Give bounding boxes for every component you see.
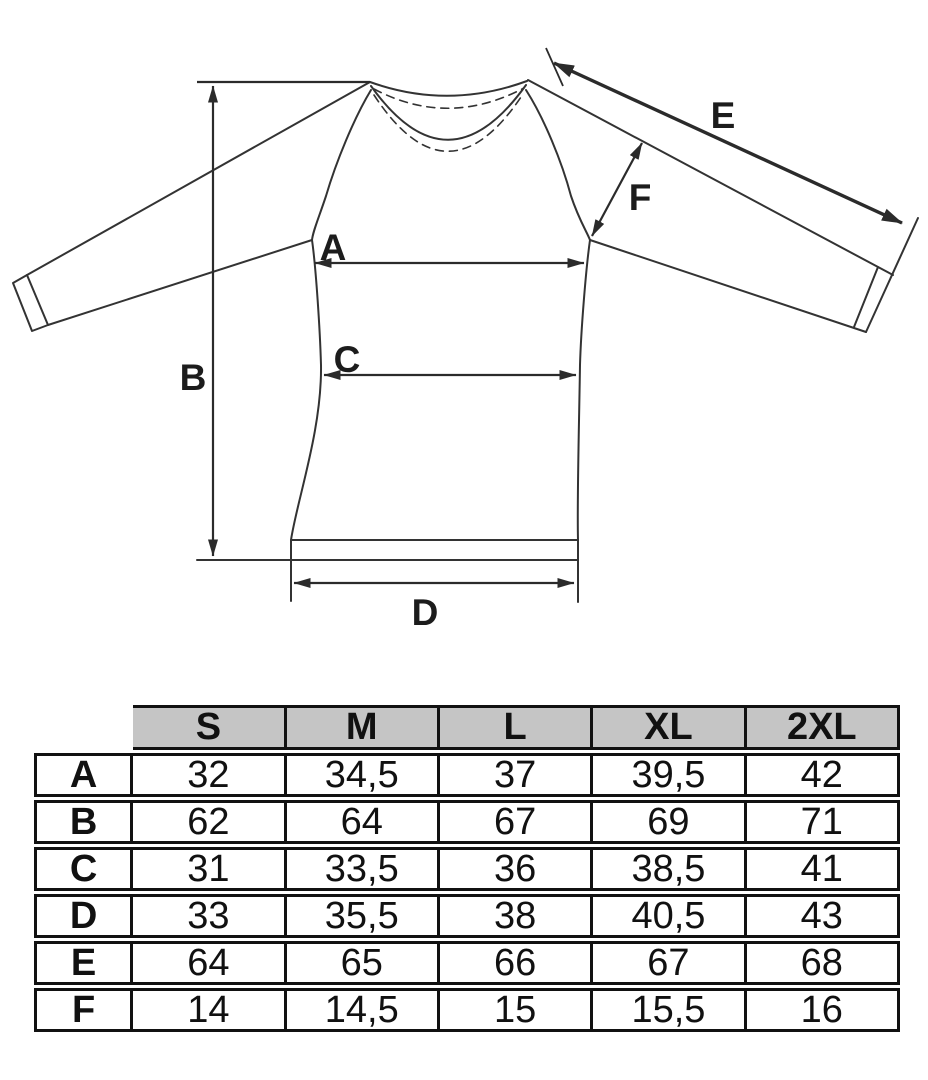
size-value-cell: 40,5 [593, 894, 746, 938]
right-cuff-seam [854, 267, 878, 327]
right-raglan-seam [526, 90, 590, 240]
size-value-cell: 32 [133, 753, 286, 797]
dim-label-c: C [333, 339, 361, 380]
right-sleeve-bottom-edge [590, 240, 866, 332]
dim-label-b: B [179, 357, 207, 398]
left-raglan-seam [312, 90, 371, 240]
size-header-xl: XL [593, 705, 746, 750]
size-value-cell: 41 [747, 847, 900, 891]
row-label: F [34, 988, 133, 1032]
size-value-cell: 39,5 [593, 753, 746, 797]
size-value-cell: 38 [440, 894, 593, 938]
size-value-cell: 67 [593, 941, 746, 985]
dimension-labels [180, 95, 736, 633]
row-label: C [34, 847, 133, 891]
table-row-c [34, 847, 900, 891]
corner-cell [34, 705, 133, 750]
body-left-edge [291, 240, 321, 601]
size-value-cell: 14,5 [287, 988, 440, 1032]
size-value-cell: 64 [133, 941, 286, 985]
size-value-cell: 16 [747, 988, 900, 1032]
row-label: E [34, 941, 133, 985]
size-value-cell: 69 [593, 800, 746, 844]
size-header-m: M [287, 705, 440, 750]
size-value-cell: 36 [440, 847, 593, 891]
dim-e-arrow [554, 63, 902, 223]
table-row-d [34, 894, 900, 938]
dim-label-d: D [411, 592, 439, 633]
dimension-lines [197, 48, 902, 583]
size-header-s: S [133, 705, 286, 750]
size-value-cell: 64 [287, 800, 440, 844]
size-value-cell: 31 [133, 847, 286, 891]
size-value-cell: 42 [747, 753, 900, 797]
size-table-container [34, 702, 900, 1035]
body-right-edge [578, 240, 590, 602]
row-label: B [34, 800, 133, 844]
size-value-cell: 14 [133, 988, 286, 1032]
size-value-cell: 71 [747, 800, 900, 844]
dim-label-a: A [319, 227, 347, 268]
size-value-cell: 34,5 [287, 753, 440, 797]
left-sleeve-bottom-edge [48, 240, 312, 325]
left-cuff-seam [27, 275, 48, 325]
size-header-row [34, 705, 900, 750]
size-value-cell: 67 [440, 800, 593, 844]
size-value-cell: 33 [133, 894, 286, 938]
dim-label-f: F [628, 177, 652, 218]
size-header-l: L [440, 705, 593, 750]
neckline-stitch-top [374, 88, 524, 108]
table-row-a [34, 753, 900, 797]
left-sleeve-top-edge [27, 82, 370, 275]
row-label: D [34, 894, 133, 938]
size-value-cell: 62 [133, 800, 286, 844]
shirt-outline [13, 80, 918, 602]
row-label: A [34, 753, 133, 797]
size-header-2xl: 2XL [747, 705, 900, 750]
size-value-cell: 15,5 [593, 988, 746, 1032]
size-value-cell: 35,5 [287, 894, 440, 938]
table-row-b [34, 800, 900, 844]
neckline-collar-front [371, 85, 526, 140]
table-row-f [34, 988, 900, 1032]
size-value-cell: 43 [747, 894, 900, 938]
neckline-outer [370, 81, 527, 96]
size-value-cell: 65 [287, 941, 440, 985]
size-value-cell: 68 [747, 941, 900, 985]
size-table [34, 702, 900, 1035]
size-value-cell: 38,5 [593, 847, 746, 891]
table-row-e [34, 941, 900, 985]
dim-label-e: E [710, 95, 736, 136]
size-value-cell: 33,5 [287, 847, 440, 891]
size-value-cell: 37 [440, 753, 593, 797]
neckline-stitch-bottom [374, 94, 523, 151]
size-value-cell: 15 [440, 988, 593, 1032]
size-value-cell: 66 [440, 941, 593, 985]
